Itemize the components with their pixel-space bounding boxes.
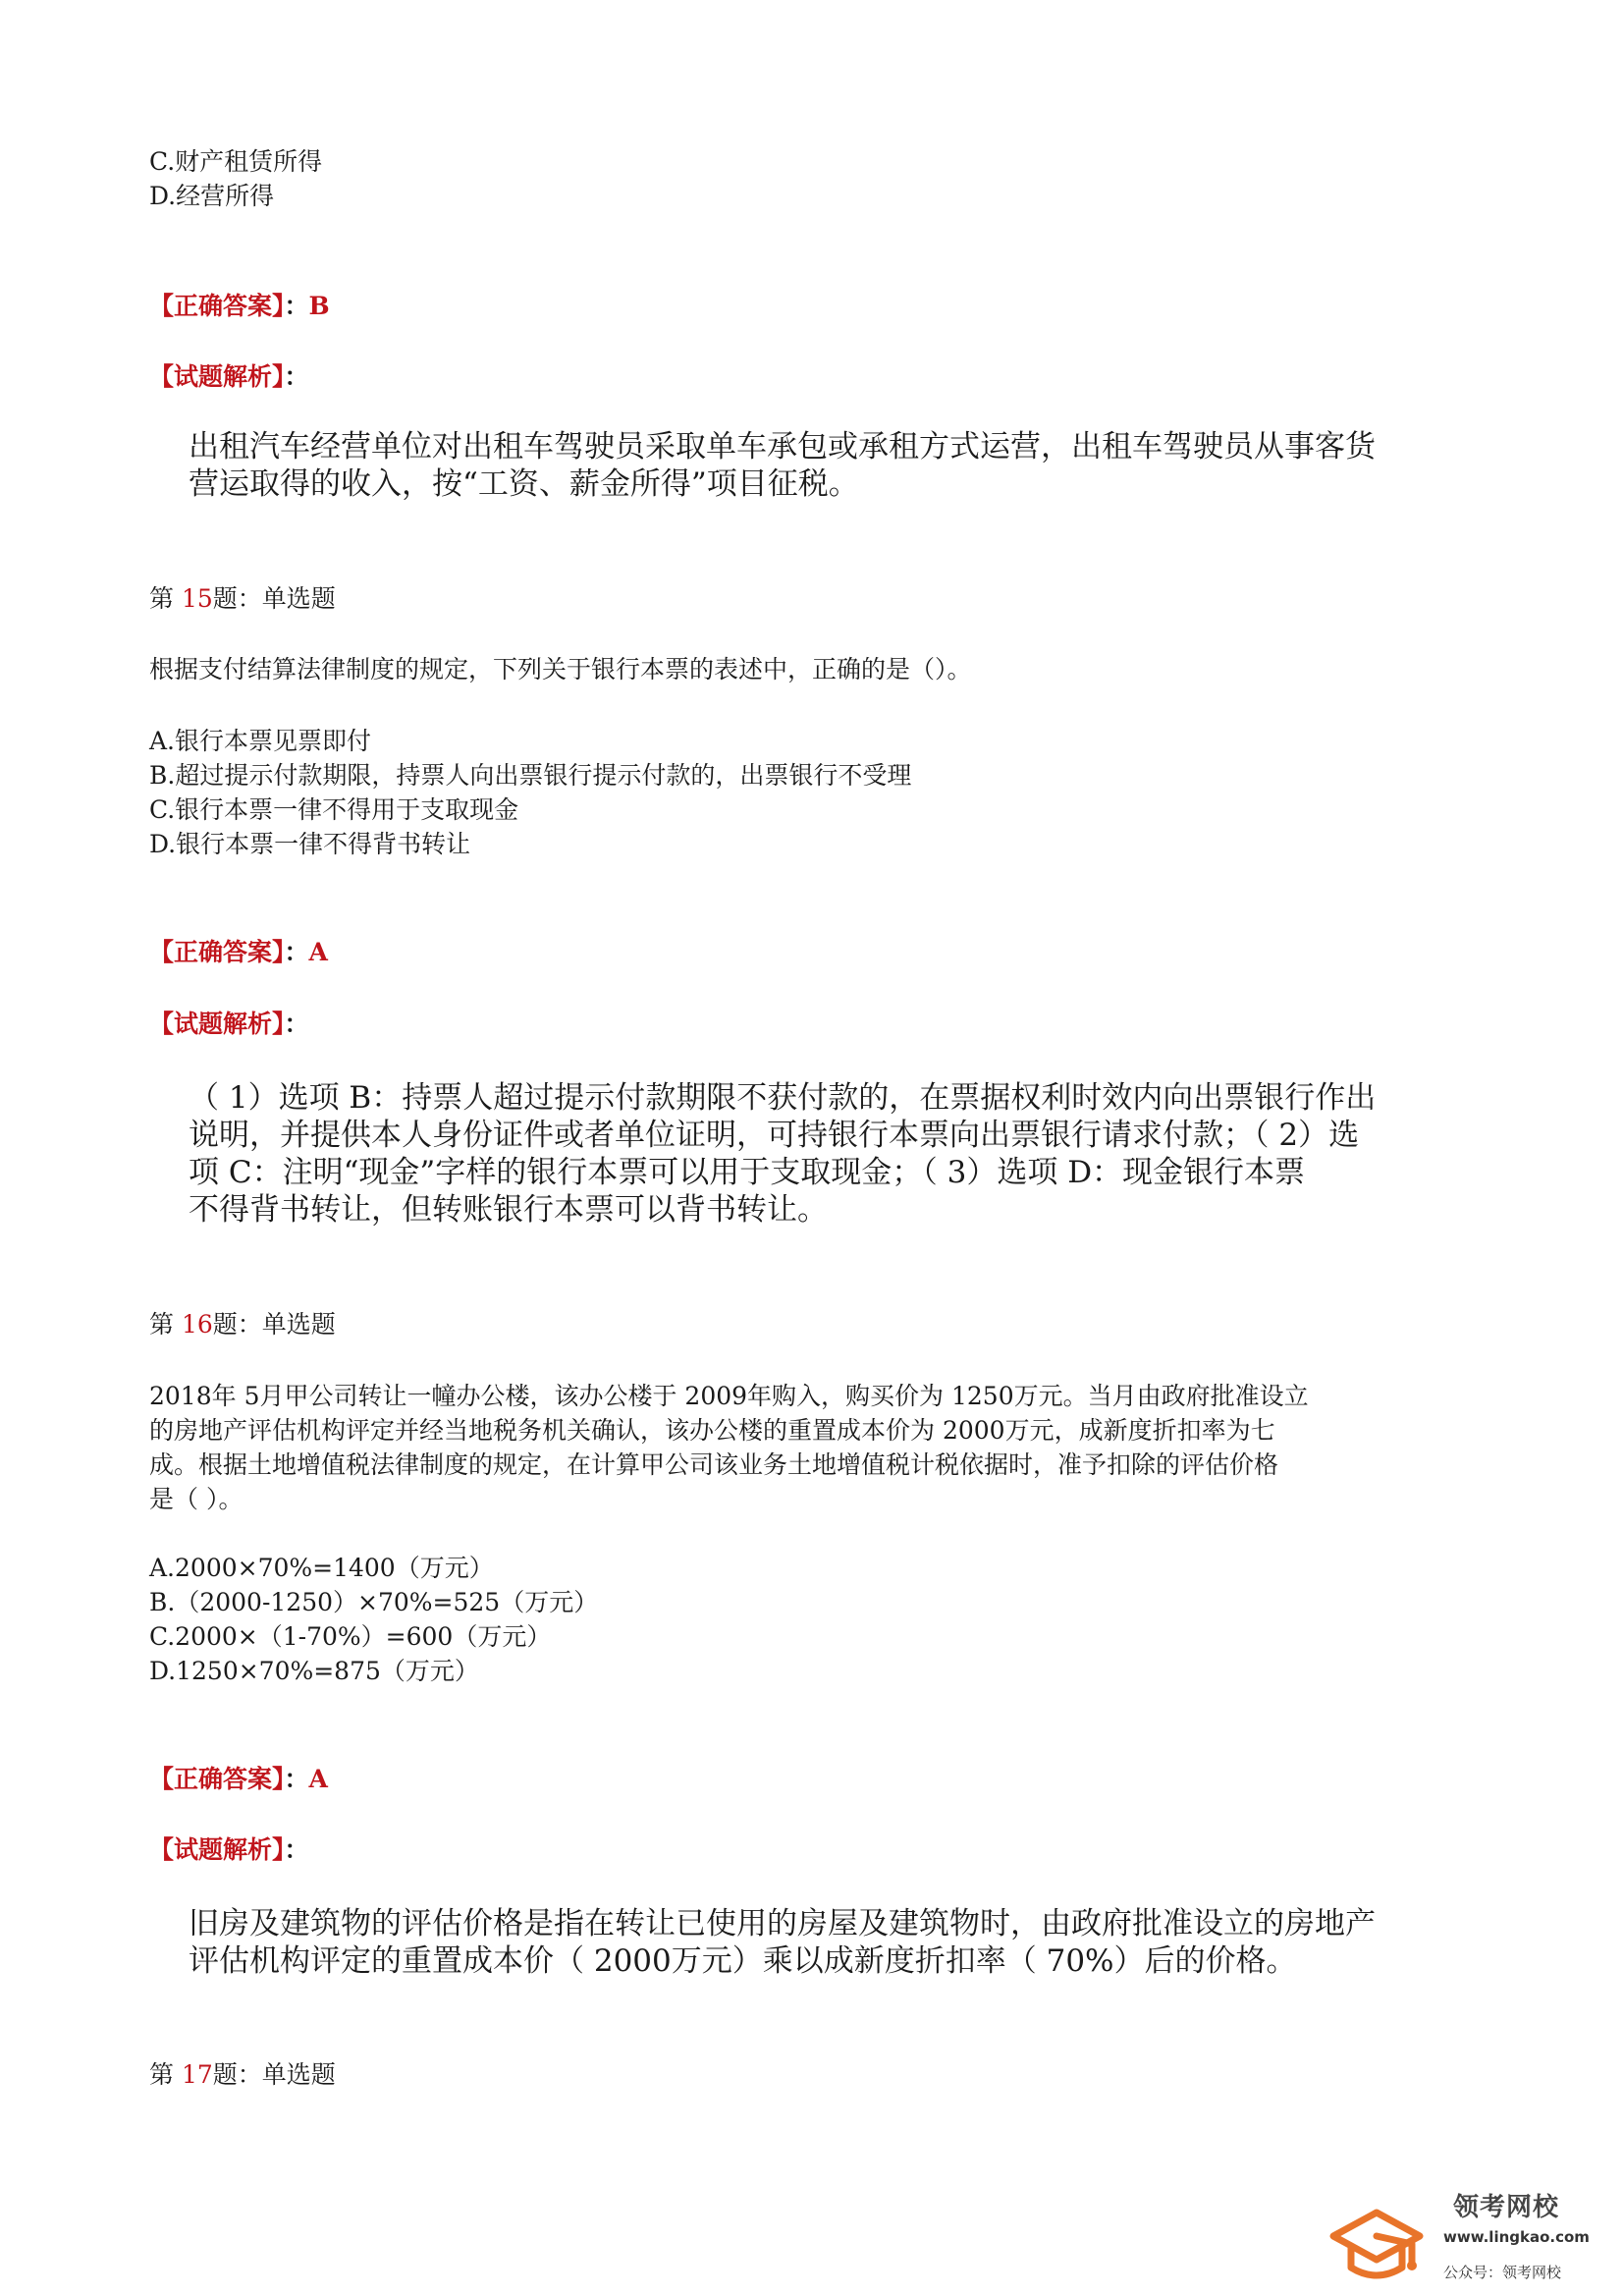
analysis-colon: ： <box>284 1835 309 1864</box>
option-c: C.财产租赁所得 <box>149 147 323 176</box>
analysis-line: 出租汽车经营单位对出租车驾驶员采取单车承包或承租方式运营，出租车驾驶员从事客货 <box>189 429 1376 465</box>
answer-value: B <box>308 292 330 320</box>
analysis-tag: 【试题解析】 <box>149 362 285 391</box>
answer-tag: 【正确答案】 <box>149 292 285 320</box>
correct-answer <box>149 936 328 969</box>
option-d: D.1250×70%=875（万元） <box>149 1657 479 1685</box>
question-stem-line: 是（ ）。 <box>149 1485 243 1513</box>
analysis-text <box>189 428 1485 503</box>
question-stem-line: 成。根据土地增值税法律制度的规定，在计算甲公司该业务土地增值税计税依据时，准予扣除的评估价格 <box>149 1450 1279 1479</box>
brand-public-account: 公众号：领考网校 <box>1443 2264 1562 2281</box>
analysis-heading <box>149 1008 309 1041</box>
answer-colon: ： <box>284 292 309 320</box>
question-prefix: 第 <box>149 584 175 613</box>
graduation-cap-icon <box>1325 2185 1434 2288</box>
question-header <box>149 582 336 616</box>
analysis-colon: ： <box>284 362 309 391</box>
analysis-line: （ 1）选项 B：持票人超过提示付款期限不获付款的，在票据权利时效内向出票银行作出 <box>189 1080 1377 1116</box>
analysis-text <box>189 1079 1485 1229</box>
analysis-line: 项 C：注明“现金”字样的银行本票可以用于支取现金；（ 3）选项 D：现金银行本票 <box>189 1155 1306 1190</box>
analysis-heading <box>149 1833 309 1867</box>
option-c: C.银行本票一律不得用于支取现金 <box>149 795 519 824</box>
analysis-line: 旧房及建筑物的评估价格是指在转让已使用的房屋及建筑物时，由政府批准设立的房地产 <box>189 1906 1376 1941</box>
option-a: A.银行本票见票即付 <box>149 727 372 755</box>
question-header <box>149 2058 336 2092</box>
analysis-tag: 【试题解析】 <box>149 1010 285 1038</box>
answer-colon: ： <box>284 1765 309 1793</box>
question-stem-line: 2018年 5月甲公司转让一幢办公楼，该办公楼于 2009年购入，购买价为 1250万元。当月由政府批准设立 <box>149 1382 1309 1410</box>
option-d: D.银行本票一律不得背书转让 <box>149 830 471 858</box>
analysis-text <box>189 1905 1485 1980</box>
option-d: D.经营所得 <box>149 182 275 210</box>
brand-logo <box>1325 2185 1591 2288</box>
option-b: B.（2000-1250）×70%=525（万元） <box>149 1588 599 1616</box>
analysis-line: 评估机构评定的重置成本价（ 2000万元）乘以成新度折扣率（ 70%）后的价格。 <box>189 1943 1297 1979</box>
question-number: 17 <box>181 2060 213 2089</box>
question-stem-line: 的房地产评估机构评定并经当地税务机关确认，该办公楼的重置成本价为 2000万元，成新度折扣率为七 <box>149 1416 1275 1445</box>
analysis-line: 说明，并提供本人身份证件或者单位证明，可持银行本票向出票银行请求付款；（ 2）选 <box>189 1118 1360 1153</box>
correct-answer <box>149 1763 328 1796</box>
question-prefix: 第 <box>149 1310 175 1339</box>
question-header <box>149 1308 336 1341</box>
option-c: C.2000×（1-70%）=600（万元） <box>149 1622 552 1651</box>
question-type: 题：单选题 <box>212 1310 336 1339</box>
question-prefix: 第 <box>149 2060 175 2089</box>
question-number: 16 <box>181 1310 213 1339</box>
question-number: 15 <box>181 584 213 613</box>
option-a: A.2000×70%=1400（万元） <box>149 1554 494 1582</box>
option-b: B.超过提示付款期限，持票人向出票银行提示付款的，出票银行不受理 <box>149 761 912 790</box>
analysis-heading <box>149 360 309 394</box>
answer-value: A <box>308 938 328 966</box>
answer-tag: 【正确答案】 <box>149 938 285 966</box>
answer-value: A <box>308 1765 328 1793</box>
answer-colon: ： <box>284 938 309 966</box>
brand-name: 领考网校 <box>1453 2193 1560 2222</box>
brand-url: www.lingkao.com <box>1443 2228 1590 2246</box>
analysis-colon: ： <box>284 1010 309 1038</box>
correct-answer <box>149 290 330 323</box>
analysis-line: 不得背书转让，但转账银行本票可以背书转让。 <box>189 1192 828 1228</box>
question-type: 题：单选题 <box>212 584 336 613</box>
answer-tag: 【正确答案】 <box>149 1765 285 1793</box>
question-stem: 根据支付结算法律制度的规定，下列关于银行本票的表述中，正确的是（）。 <box>149 655 972 683</box>
analysis-line: 营运取得的收入，按“工资、薪金所得”项目征税。 <box>189 466 859 502</box>
analysis-tag: 【试题解析】 <box>149 1835 285 1864</box>
question-type: 题：单选题 <box>212 2060 336 2089</box>
